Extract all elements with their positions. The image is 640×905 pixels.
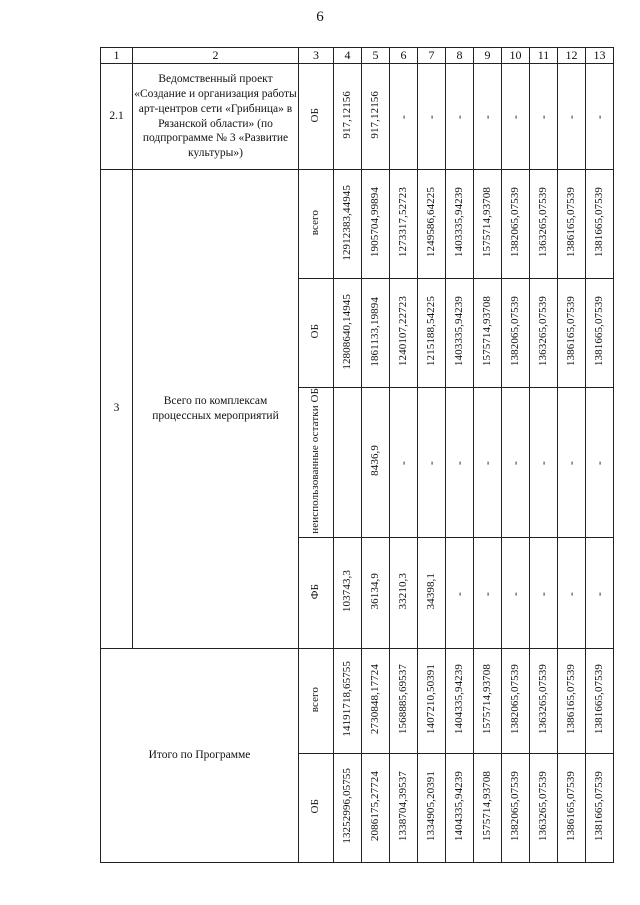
value-cell [418, 388, 446, 538]
header-cell: 11 [530, 48, 558, 64]
header-row [101, 48, 614, 64]
value-cell-text: - [564, 461, 579, 466]
value-cell-text: - [536, 461, 551, 466]
value-cell-text: 1363265,07539 [536, 296, 549, 367]
row-number: 3 [101, 170, 133, 649]
value-cell [362, 753, 390, 862]
value-cell-text: 917,12156 [340, 91, 353, 139]
value-cell-text: 1215188,54225 [424, 296, 437, 367]
value-cell [334, 64, 362, 170]
value-cell [474, 753, 502, 862]
value-cell [558, 648, 586, 753]
value-cell-text: - [452, 591, 467, 596]
value-cell-text: - [592, 591, 607, 596]
value-cell-text: - [424, 115, 439, 120]
value-cell [586, 388, 614, 538]
value-cell-text: 1861133,19894 [368, 296, 381, 367]
value-cell-text: 1386165,07539 [564, 771, 577, 842]
value-cell-text: 1363265,07539 [536, 187, 549, 258]
value-cell-text: 103743,3 [340, 570, 353, 613]
header-cell: 9 [474, 48, 502, 64]
value-cell [530, 753, 558, 862]
value-cell [530, 537, 558, 648]
value-cell [558, 64, 586, 170]
value-cell [474, 170, 502, 279]
value-cell-text: 1568885,69537 [396, 664, 409, 735]
value-cell-text: - [452, 115, 467, 120]
value-cell-text: 2730848,17724 [368, 664, 381, 735]
value-cell [530, 279, 558, 388]
value-cell [502, 753, 530, 862]
value-cell [446, 170, 474, 279]
value-cell-text: - [396, 115, 411, 120]
value-cell [390, 279, 418, 388]
value-cell-text: 1273317,52723 [396, 187, 409, 258]
source-cell [299, 648, 334, 753]
value-cell [502, 279, 530, 388]
value-cell-text: - [536, 115, 551, 120]
header-cell: 1 [101, 48, 133, 64]
table-row [101, 648, 614, 753]
value-cell [334, 279, 362, 388]
value-cell-text: - [592, 115, 607, 120]
page-number: 6 [316, 9, 324, 25]
value-cell-text: 1575714,93708 [480, 771, 493, 842]
header-cell: 13 [586, 48, 614, 64]
value-cell-text: 2086175,27724 [368, 771, 381, 842]
value-cell [530, 170, 558, 279]
value-cell-text: - [564, 591, 579, 596]
value-cell-text: 12808640,14945 [340, 293, 353, 370]
value-cell [586, 648, 614, 753]
value-cell-text: 1575714,93708 [480, 296, 493, 367]
value-cell-text: - [452, 461, 467, 466]
source-cell-text: ОБ [309, 107, 322, 123]
value-cell-text: - [396, 461, 411, 466]
value-cell [502, 170, 530, 279]
header-cell: 6 [390, 48, 418, 64]
value-cell [362, 170, 390, 279]
source-cell-text: неиспользованные остатки ОБ [309, 388, 322, 534]
value-cell [558, 279, 586, 388]
value-cell [502, 64, 530, 170]
header-cell: 10 [502, 48, 530, 64]
value-cell-text: 1240107,22723 [396, 296, 409, 367]
value-cell [418, 648, 446, 753]
value-cell-text: 1382065,07539 [508, 664, 521, 735]
value-cell-text: 1386165,07539 [564, 664, 577, 735]
value-cell [418, 753, 446, 862]
value-cell-text: 1381665,07539 [592, 296, 605, 367]
header-cell: 2 [133, 48, 299, 64]
value-cell-text: 1381665,07539 [592, 187, 605, 258]
value-cell [530, 64, 558, 170]
value-cell [446, 753, 474, 862]
value-cell-text: 1363265,07539 [536, 771, 549, 842]
value-cell [362, 64, 390, 170]
value-cell-text: 8436,9 [368, 445, 381, 477]
row-name: Всего по комплексам процессных мероприятий [133, 170, 299, 649]
value-cell [390, 170, 418, 279]
value-cell [446, 279, 474, 388]
value-cell-text: 1363265,07539 [536, 664, 549, 735]
value-cell-text: - [480, 461, 495, 466]
value-cell-text: 13252996,05755 [340, 768, 353, 845]
header-cell: 3 [299, 48, 334, 64]
value-cell [474, 648, 502, 753]
value-cell-text: 1334905,20391 [424, 771, 437, 842]
value-cell-text: - [480, 591, 495, 596]
value-cell-text: - [592, 461, 607, 466]
table-row [101, 170, 614, 279]
value-cell-text: 1386165,07539 [564, 296, 577, 367]
source-cell-text: ОБ [309, 324, 322, 339]
value-cell [334, 753, 362, 862]
value-cell [474, 64, 502, 170]
value-cell-text: 1404335,94239 [452, 664, 465, 735]
value-cell [418, 170, 446, 279]
row-name: Итого по Программе [101, 648, 299, 862]
value-cell [558, 170, 586, 279]
row-number: 2.1 [101, 64, 133, 170]
value-cell-text: 1381665,07539 [592, 771, 605, 842]
value-cell [334, 648, 362, 753]
value-cell [586, 537, 614, 648]
value-cell [530, 648, 558, 753]
budget-table [100, 47, 614, 863]
value-cell [530, 388, 558, 538]
value-cell [390, 537, 418, 648]
value-cell-text: 1382065,07539 [508, 296, 521, 367]
header-cell: 12 [558, 48, 586, 64]
value-cell [390, 753, 418, 862]
value-cell [558, 537, 586, 648]
source-cell-text: всего [309, 209, 322, 236]
value-cell [362, 648, 390, 753]
value-cell [558, 753, 586, 862]
value-cell [418, 279, 446, 388]
value-cell [474, 388, 502, 538]
value-cell-text: 1403335,94239 [452, 187, 465, 258]
source-cell [299, 170, 334, 279]
value-cell-text: 1381665,07539 [592, 664, 605, 735]
source-cell [299, 279, 334, 388]
value-cell [334, 170, 362, 279]
value-cell [502, 537, 530, 648]
value-cell [446, 648, 474, 753]
value-cell-text: - [508, 115, 523, 120]
value-cell [474, 537, 502, 648]
source-cell-text: ФБ [309, 583, 322, 599]
source-cell-text: ОБ [309, 799, 322, 814]
value-cell [446, 388, 474, 538]
source-cell-text: всего [309, 686, 322, 712]
value-cell [362, 388, 390, 538]
value-cell-text: 1338704,39537 [396, 771, 409, 842]
value-cell-text: 1249586,64225 [424, 187, 437, 258]
table-row [101, 64, 614, 170]
source-cell [299, 537, 334, 648]
value-cell-text: 1382065,07539 [508, 771, 521, 842]
value-cell [586, 753, 614, 862]
value-cell-text: 33210,3 [396, 573, 409, 610]
value-cell [586, 170, 614, 279]
value-cell [334, 537, 362, 648]
value-cell-text: 1403335,94239 [452, 296, 465, 367]
value-cell-text: - [564, 115, 579, 120]
value-cell [446, 64, 474, 170]
value-cell-text: - [508, 461, 523, 466]
value-cell-text: 917,12156 [368, 91, 381, 139]
value-cell-text: 36134,9 [368, 573, 381, 610]
header-cell: 7 [418, 48, 446, 64]
value-cell-text: - [536, 591, 551, 596]
value-cell [502, 388, 530, 538]
value-cell-text: 1407210,50391 [424, 664, 437, 735]
value-cell-text: 1404335,94239 [452, 771, 465, 842]
value-cell-text: 14191718,65755 [340, 661, 353, 738]
value-cell [362, 537, 390, 648]
value-cell-text: 1575714,93708 [480, 187, 493, 258]
value-cell [502, 648, 530, 753]
value-cell [586, 279, 614, 388]
source-cell [299, 753, 334, 862]
value-cell [362, 279, 390, 388]
value-cell-text: 1905704,99894 [368, 187, 381, 258]
value-cell-text: 1386165,07539 [564, 187, 577, 258]
value-cell-text: - [424, 461, 439, 466]
value-cell [446, 537, 474, 648]
value-cell [418, 64, 446, 170]
value-cell-text: - [508, 591, 523, 596]
header-cell: 4 [334, 48, 362, 64]
value-cell-text: 12912383,44945 [340, 184, 353, 261]
value-cell-text: 1575714,93708 [480, 664, 493, 735]
source-cell [299, 64, 334, 170]
value-cell [390, 648, 418, 753]
value-cell-text: 1382065,07539 [508, 187, 521, 258]
row-name: Ведомственный проект «Создание и организация работы арт-центров сети «Грибница» в Рязанской области» (по подпрограмме № 3 «Развитие культуры») [133, 64, 299, 170]
value-cell [586, 64, 614, 170]
value-cell [558, 388, 586, 538]
value-cell [390, 64, 418, 170]
value-cell [334, 388, 362, 538]
value-cell [418, 537, 446, 648]
value-cell-text: - [480, 115, 495, 120]
source-cell [299, 388, 334, 538]
header-cell: 8 [446, 48, 474, 64]
value-cell [474, 279, 502, 388]
header-cell: 5 [362, 48, 390, 64]
value-cell [390, 388, 418, 538]
value-cell-text: 34398,1 [424, 573, 437, 610]
